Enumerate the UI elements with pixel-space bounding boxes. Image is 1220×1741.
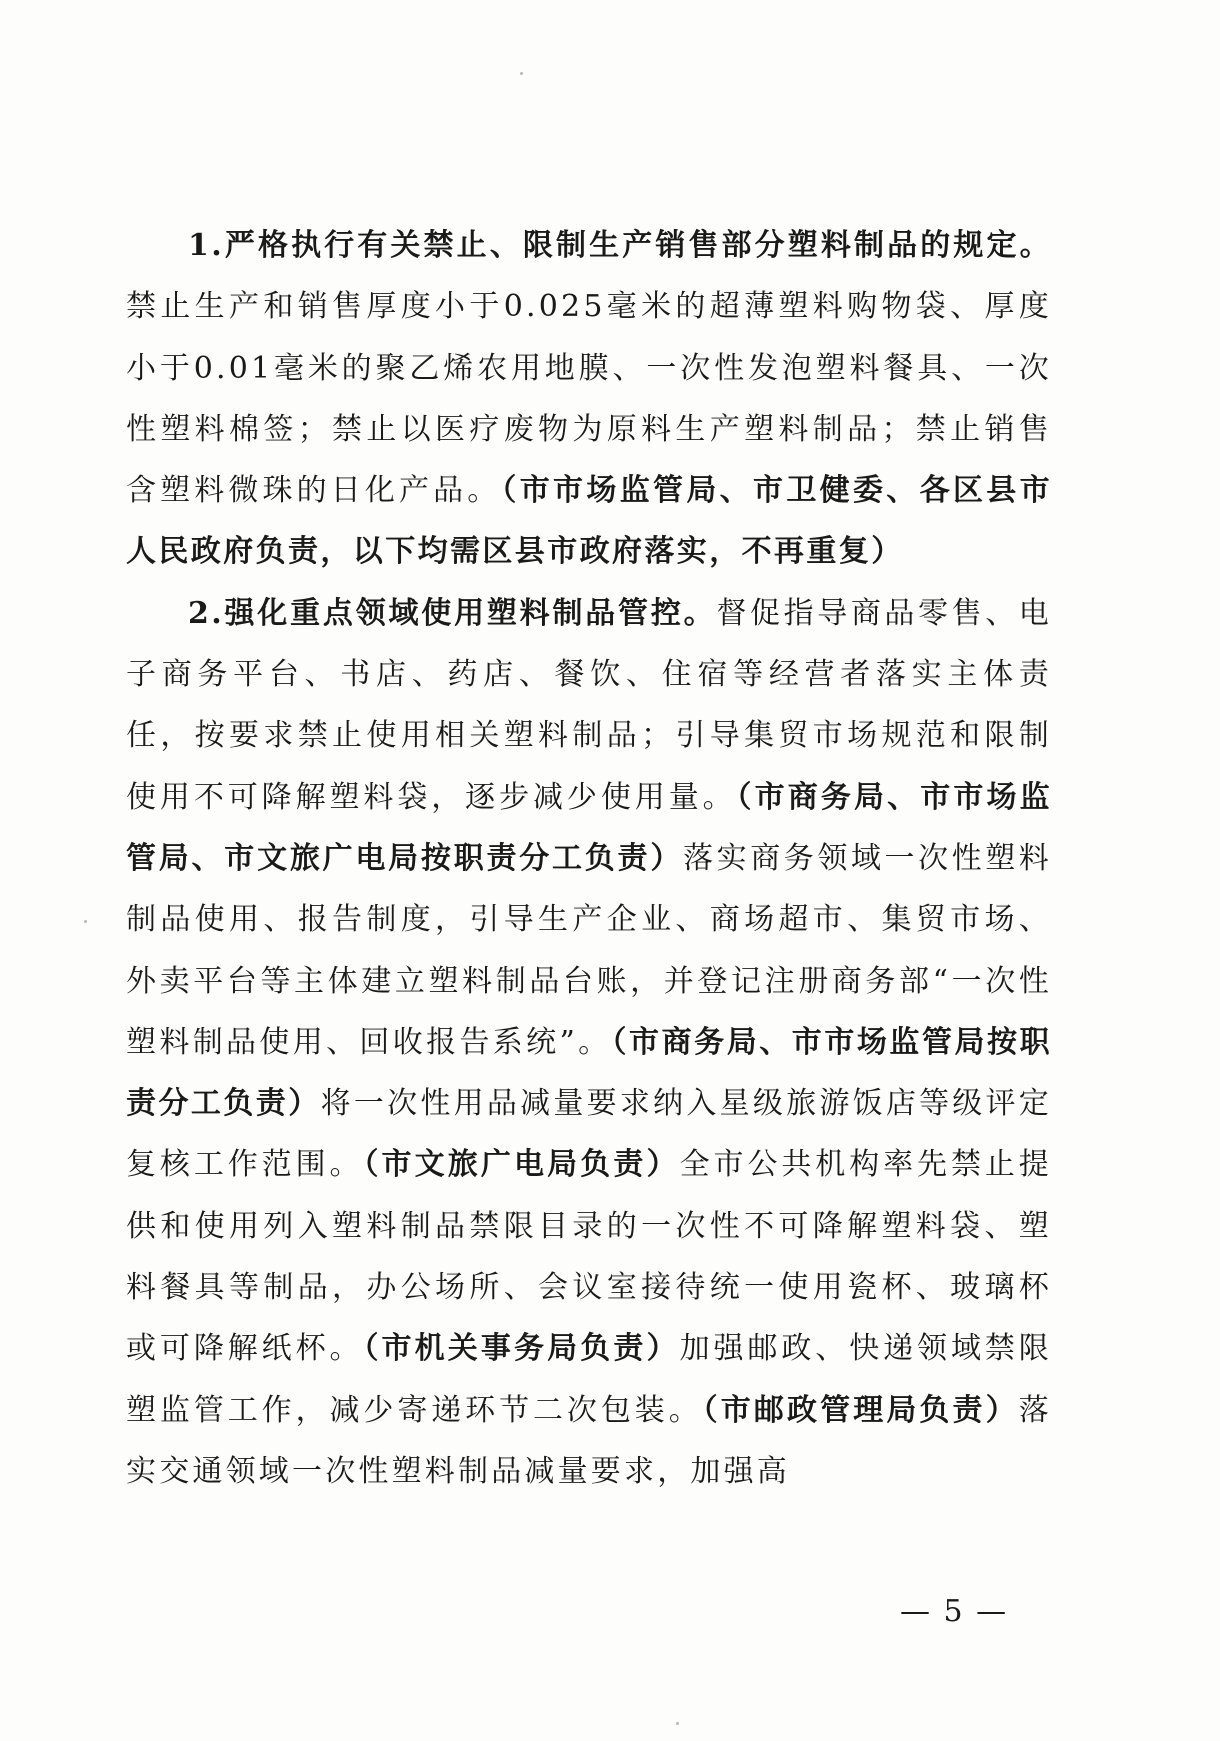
paragraph-2-heading: 2.强化重点领域使用塑料制品管控。 (188, 595, 717, 631)
paragraph-2-responsibility: （市商务局、市市场监管局按职责分工负责） (126, 1024, 1052, 1122)
paragraph-1-text: 禁止生产和销售厚度小于0.025毫米的超薄塑料购物袋、厚度小于0.01毫米的聚乙烯农用地膜、一次性发泡塑料餐具、一次性塑料棉签；禁止以医疗废物为原料生产塑料制品；禁止销售含塑料微珠的日化产品。 (126, 289, 1052, 509)
paragraph-2-responsibility: （市机关事务局负责） (363, 1331, 680, 1367)
scan-speck (84, 920, 87, 923)
paragraph-2-responsibility: （市商务局、市市场监管局、市文旅广电局按职责分工负责） (126, 779, 1052, 876)
paragraph-2-text: 全市公共机构率先禁止提供和使用列入塑料制品禁限目录的一次性不可降解塑料袋、塑料餐具等制品，办公场所、会议室接待统一使用瓷杯、玻璃杯或可降解纸杯。 (126, 1147, 1053, 1367)
paragraph-2-responsibility: （市邮政管理局负责） (702, 1392, 1019, 1428)
paragraph-2-text: 落实商务领域一次性塑料制品使用、报告制度，引导生产企业、商场超市、集贸市场、外卖平台等主体建立塑料制品台账，并登记注册商务部“一次性塑料制品使用、回收报告系统”。 (126, 840, 1052, 1060)
paragraph-2 (126, 583, 1052, 1502)
paragraph-2-responsibility: （市文旅广电局负责） (363, 1147, 680, 1183)
page-number: — 5 — (900, 1594, 1009, 1629)
paragraph-1-heading: 1.严格执行有关禁止、限制生产销售部分塑料制品的规定。 (188, 228, 1052, 263)
scan-speck (520, 72, 523, 75)
scan-speck (676, 1722, 679, 1725)
paragraph-1 (126, 215, 1052, 583)
paragraph-2-text: 将一次性用品减量要求纳入星级旅游饭店等级评定复核工作范围。 (126, 1086, 1052, 1183)
document-body (126, 215, 1052, 1502)
paragraph-2-text: 督促指导商品零售、电子商务平台、书店、药店、餐饮、住宿等经营者落实主体责任，按要求禁止使用相关塑料制品；引导集贸市场规范和限制使用不可降解塑料袋，逐步减少使用量。 (126, 595, 1053, 815)
paragraph-1-responsibility: （市市场监管局、市卫健委、各区县市人民政府负责，以下均需区县市政府落实，不再重复） (126, 473, 1052, 570)
paragraph-2-text: 落实交通领域一次性塑料制品减量要求，加强高 (126, 1392, 1052, 1489)
paragraph-2-text: 加强邮政、快递领域禁限塑监管工作，减少寄递环节二次包装。 (126, 1331, 1053, 1428)
